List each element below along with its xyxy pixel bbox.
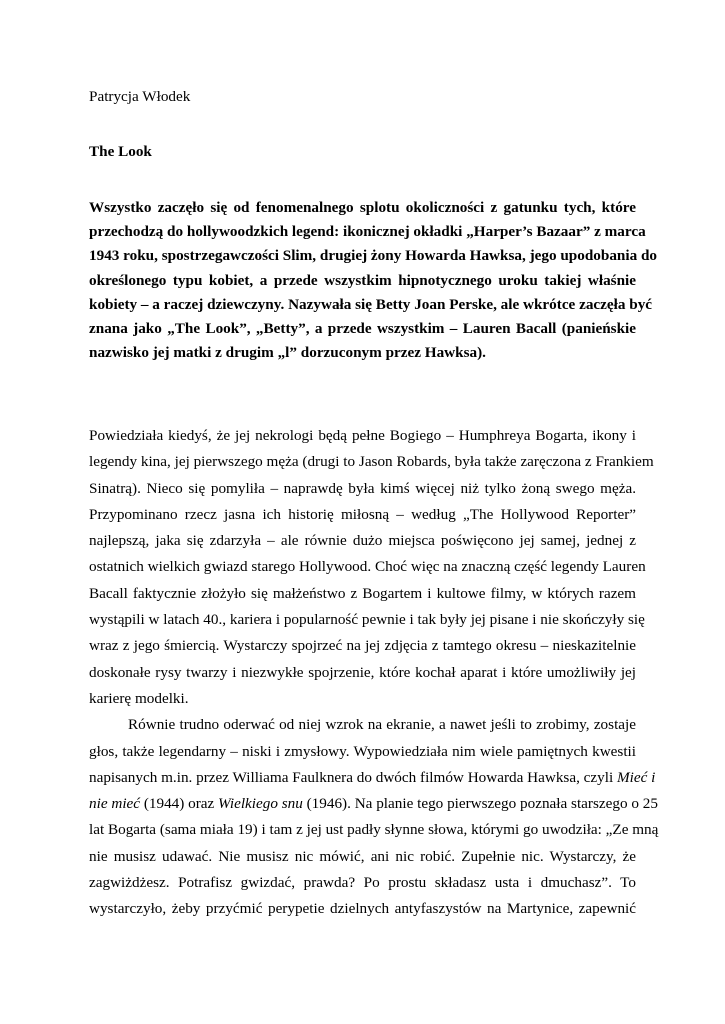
- body-line: Przypominano rzecz jasna ich historię miłosną – według „The Hollywood Reporter”: [89, 505, 636, 523]
- film-title-italic: nie mieć: [89, 795, 141, 813]
- body-line: Sinatrą). Nieco się pomyliła – naprawdę była kimś więcej niż tylko żoną swego męża.: [89, 479, 636, 497]
- lead-line: 1943 roku, spostrzegawczości Slim, drugiej żony Howarda Hawksa, jego upodobania do: [89, 247, 658, 265]
- lead-line: przechodzą do hollywoodzkich legend: ikonicznej okładki „Harper’s Bazaar” z marca: [89, 223, 646, 241]
- lead-line: kobiety – a raczej dziewczyny. Nazywała się Betty Joan Perske, ale wkrótce zaczęła być: [89, 295, 653, 313]
- author-name: Patrycja Włodek: [89, 88, 191, 105]
- lead-paragraph: [89, 196, 658, 365]
- body-line: Równie trudno oderwać od niej wzrok na ekranie, a nawet jeśli to zrobimy, zostaje: [128, 716, 636, 734]
- body-line: zagwiżdżesz. Potrafisz gwizdać, prawda? Po prostu składasz usta i dmuchasz”. To: [89, 874, 636, 892]
- body-line: [89, 765, 656, 791]
- body-line: najlepszą, jaka się zdarzyła – ale równie dużo miejsca poświęcono jej samej, jednej z: [89, 532, 636, 550]
- body-text: (1946). Na planie tego pierwszego poznała starszego o 25: [302, 795, 658, 813]
- lead-line: nazwisko jej matki z drugim „l” dorzuconym przez Hawksa).: [89, 344, 486, 362]
- body-line: Powiedziała kiedyś, że jej nekrologi będą pełne Bogiego – Humphreya Bogarta, ikony i: [89, 427, 636, 444]
- body-line: karierę modelki.: [89, 689, 189, 707]
- body-line: ostatnich wielkich gwiazd starego Hollywood. Choć więc na znaczną część legendy Lauren: [89, 558, 646, 576]
- article-title: The Look: [89, 143, 152, 160]
- lead-line: znana jako „The Look”, „Betty”, a przede wszystkim – Lauren Bacall (panieńskie: [89, 320, 636, 338]
- body-line: [89, 791, 658, 817]
- body-line: wraz z jego śmiercią. Wystarczy spojrzeć na jej zdjęcia z tamtego okresu – nieskazitelnie: [89, 637, 636, 655]
- film-title-italic: Wielkiego snu: [218, 795, 303, 813]
- body-line: głos, także legendarny – niski i zmysłowy. Wypowiedziała nim wiele pamiętnych kwestii: [89, 742, 636, 760]
- body-line: nie musisz udawać. Nie musisz nic mówić, ani nic robić. Zupełnie nic. Wystarczy, że: [89, 847, 636, 865]
- body-text: (1944) oraz: [140, 795, 219, 813]
- body-paragraph-1: [89, 423, 654, 712]
- body-line: wystąpili w latach 40., kariera i popularność pewnie i tak były jej pisane i nie skończyły się: [89, 611, 645, 629]
- lead-line: Wszystko zaczęło się od fenomenalnego splotu okoliczności z gatunku tych, które: [89, 199, 636, 216]
- article-body: [89, 423, 659, 923]
- lead-line: określonego typu kobiet, a przede wszystkim hipnotycznego uroku takiej właśnie: [89, 271, 636, 289]
- body-line: wystarczyło, żeby przyćmić perypetie dzielnych antyfaszystów na Martynice, zapewnić: [89, 900, 636, 918]
- body-line: Bacall faktycznie złożyło się małżeństwo z Bogartem i kultowe filmy, w których razem: [89, 584, 636, 602]
- body-text: napisanych m.in. przez Williama Faulknera do dwóch filmów Howarda Hawksa, czyli: [89, 768, 617, 786]
- body-line: legendy kina, jej pierwszego męża (drugi to Jason Robards, była także zaręczona z Frankiem: [89, 453, 654, 471]
- film-title-italic: Mieć i: [616, 768, 656, 786]
- body-paragraph-2: [89, 712, 659, 922]
- body-line: doskonałe rysy twarzy i niezwykłe spojrzenie, które kochał aparat i które umożliwiły jej: [89, 663, 636, 681]
- body-line: lat Bogarta (sama miała 19) i tam z jej ust padły słynne słowa, którymi go uwodziła: „Ze mną: [89, 821, 659, 839]
